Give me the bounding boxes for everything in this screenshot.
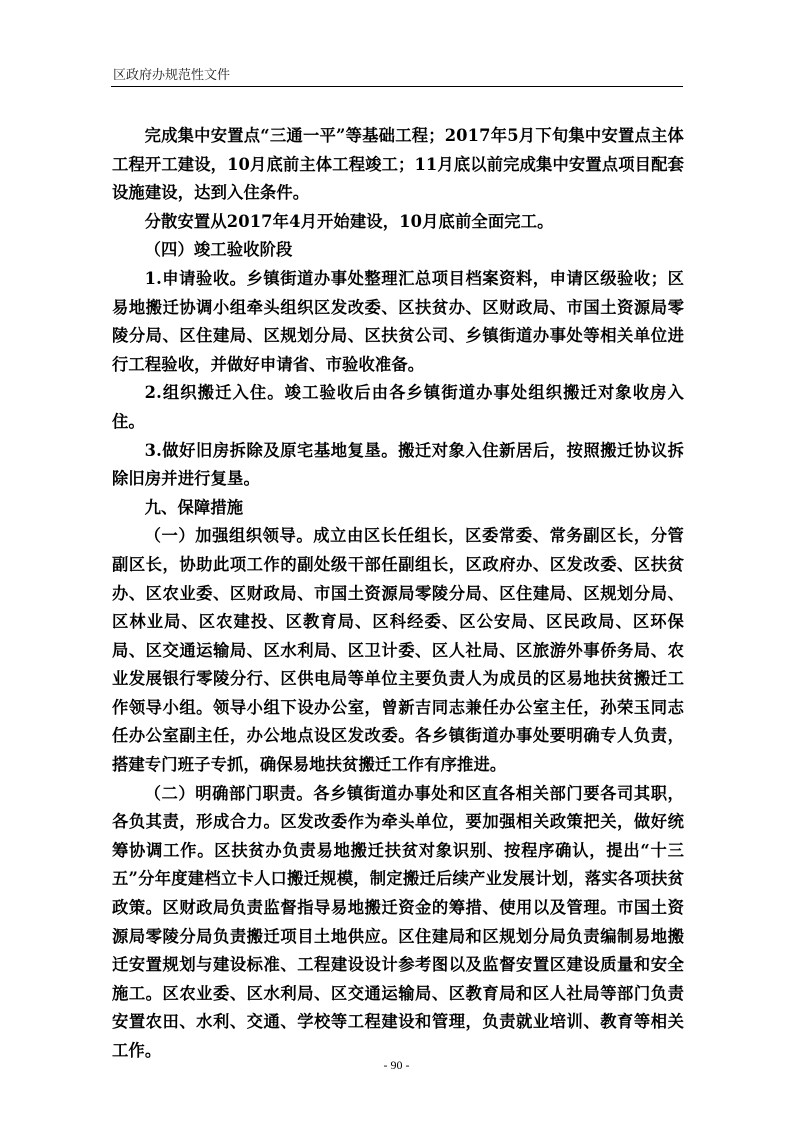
paragraph-2: 分散安置从2017年4月开始建设，10月底前全面完工。 (144, 211, 554, 231)
paragraph-4: 1.申请验收。乡镇街道办事处整理汇总项目档案资料，申请区级验收；区易地搬迁协调小组牵头组织区发改委、区扶贫办、区财政局、市国土资源局零陵分局、区住建局、区规划分局、区扶贫公司、乡镇街道办事处等相关单位进行工程验收，并做好申请省、市验收准备。 (112, 268, 684, 374)
section-heading-4: （四）竣工验收阶段 (144, 240, 293, 260)
document-body (112, 122, 684, 1066)
paragraph-9: （二）明确部门职责。各乡镇街道办事处和区直各相关部门要各司其职，各负其责，形成合力。区发改委作为牵头单位，要加强相关政策把关，做好统筹协调工作。区扶贫办负责易地搬迁扶贫对象识别、按程序确认，提出“十三五”分年度建档立卡人口搬迁规模，制定搬迁后续产业发展计划，落实各项扶贫政策。区财政局负责监督指导易地搬迁资金的筹措、使用以及管理。市国土资源局零陵分局负责搬迁项目土地供应。区住建局和区规划分局负责编制易地搬迁安置规划与建设标准、工程建设设计参考图以及监督安置区建设质量和安全施工。区农业委、区水利局、区交通运输局、区教育局和区人社局等部门负责安置农田、水利、交通、学校等工程建设和管理，负责就业培训、教育等相关工作。 (112, 783, 684, 1060)
paragraph-1: 完成集中安置点“三通一平”等基础工程；2017年5月下旬集中安置点主体工程开工建设，10月底前主体工程竣工；11月底以前完成集中安置点项目配套设施建设，达到入住条件。 (112, 126, 684, 203)
paragraph-5: 2.组织搬迁入住。竣工验收后由各乡镇街道办事处组织搬迁对象收房入住。 (112, 383, 684, 431)
paragraph-6: 3.做好旧房拆除及原宅基地复垦。搬迁对象入住新居后，按照搬迁协议拆除旧房并进行复垦。 (112, 440, 684, 489)
page-number: - 90 - (383, 1058, 410, 1072)
paragraph-8: （一）加强组织领导。成立由区长任组长，区委常委、常务副区长，分管副区长，协助此项工作的副处级干部任副组长，区政府办、区发改委、区扶贫办、区农业委、区财政局、市国土资源局零陵分局、区住建局、区规划分局、区林业局、区农建投、区教育局、区科经委、区公安局、区民政局、区环保局、区交通运输局、区水利局、区卫计委、区人社局、区旅游外事侨务局、农业发展银行零陵分行、区供电局等单位主要负责人为成员的区易地扶贫搬迁工作领导小组。领导小组下设办公室，曾新吉同志兼任办公室主任，孙荣玉同志任办公室副主任，办公地点设区发改委。各乡镇街道办事处要明确专人负责，搭建专门班子专抓，确保易地扶贫搬迁工作有序推进。 (112, 526, 684, 775)
document-header: 区政府办规范性文件 (113, 68, 231, 83)
section-heading-9: 九、保障措施 (144, 497, 244, 517)
header-divider (111, 86, 683, 87)
